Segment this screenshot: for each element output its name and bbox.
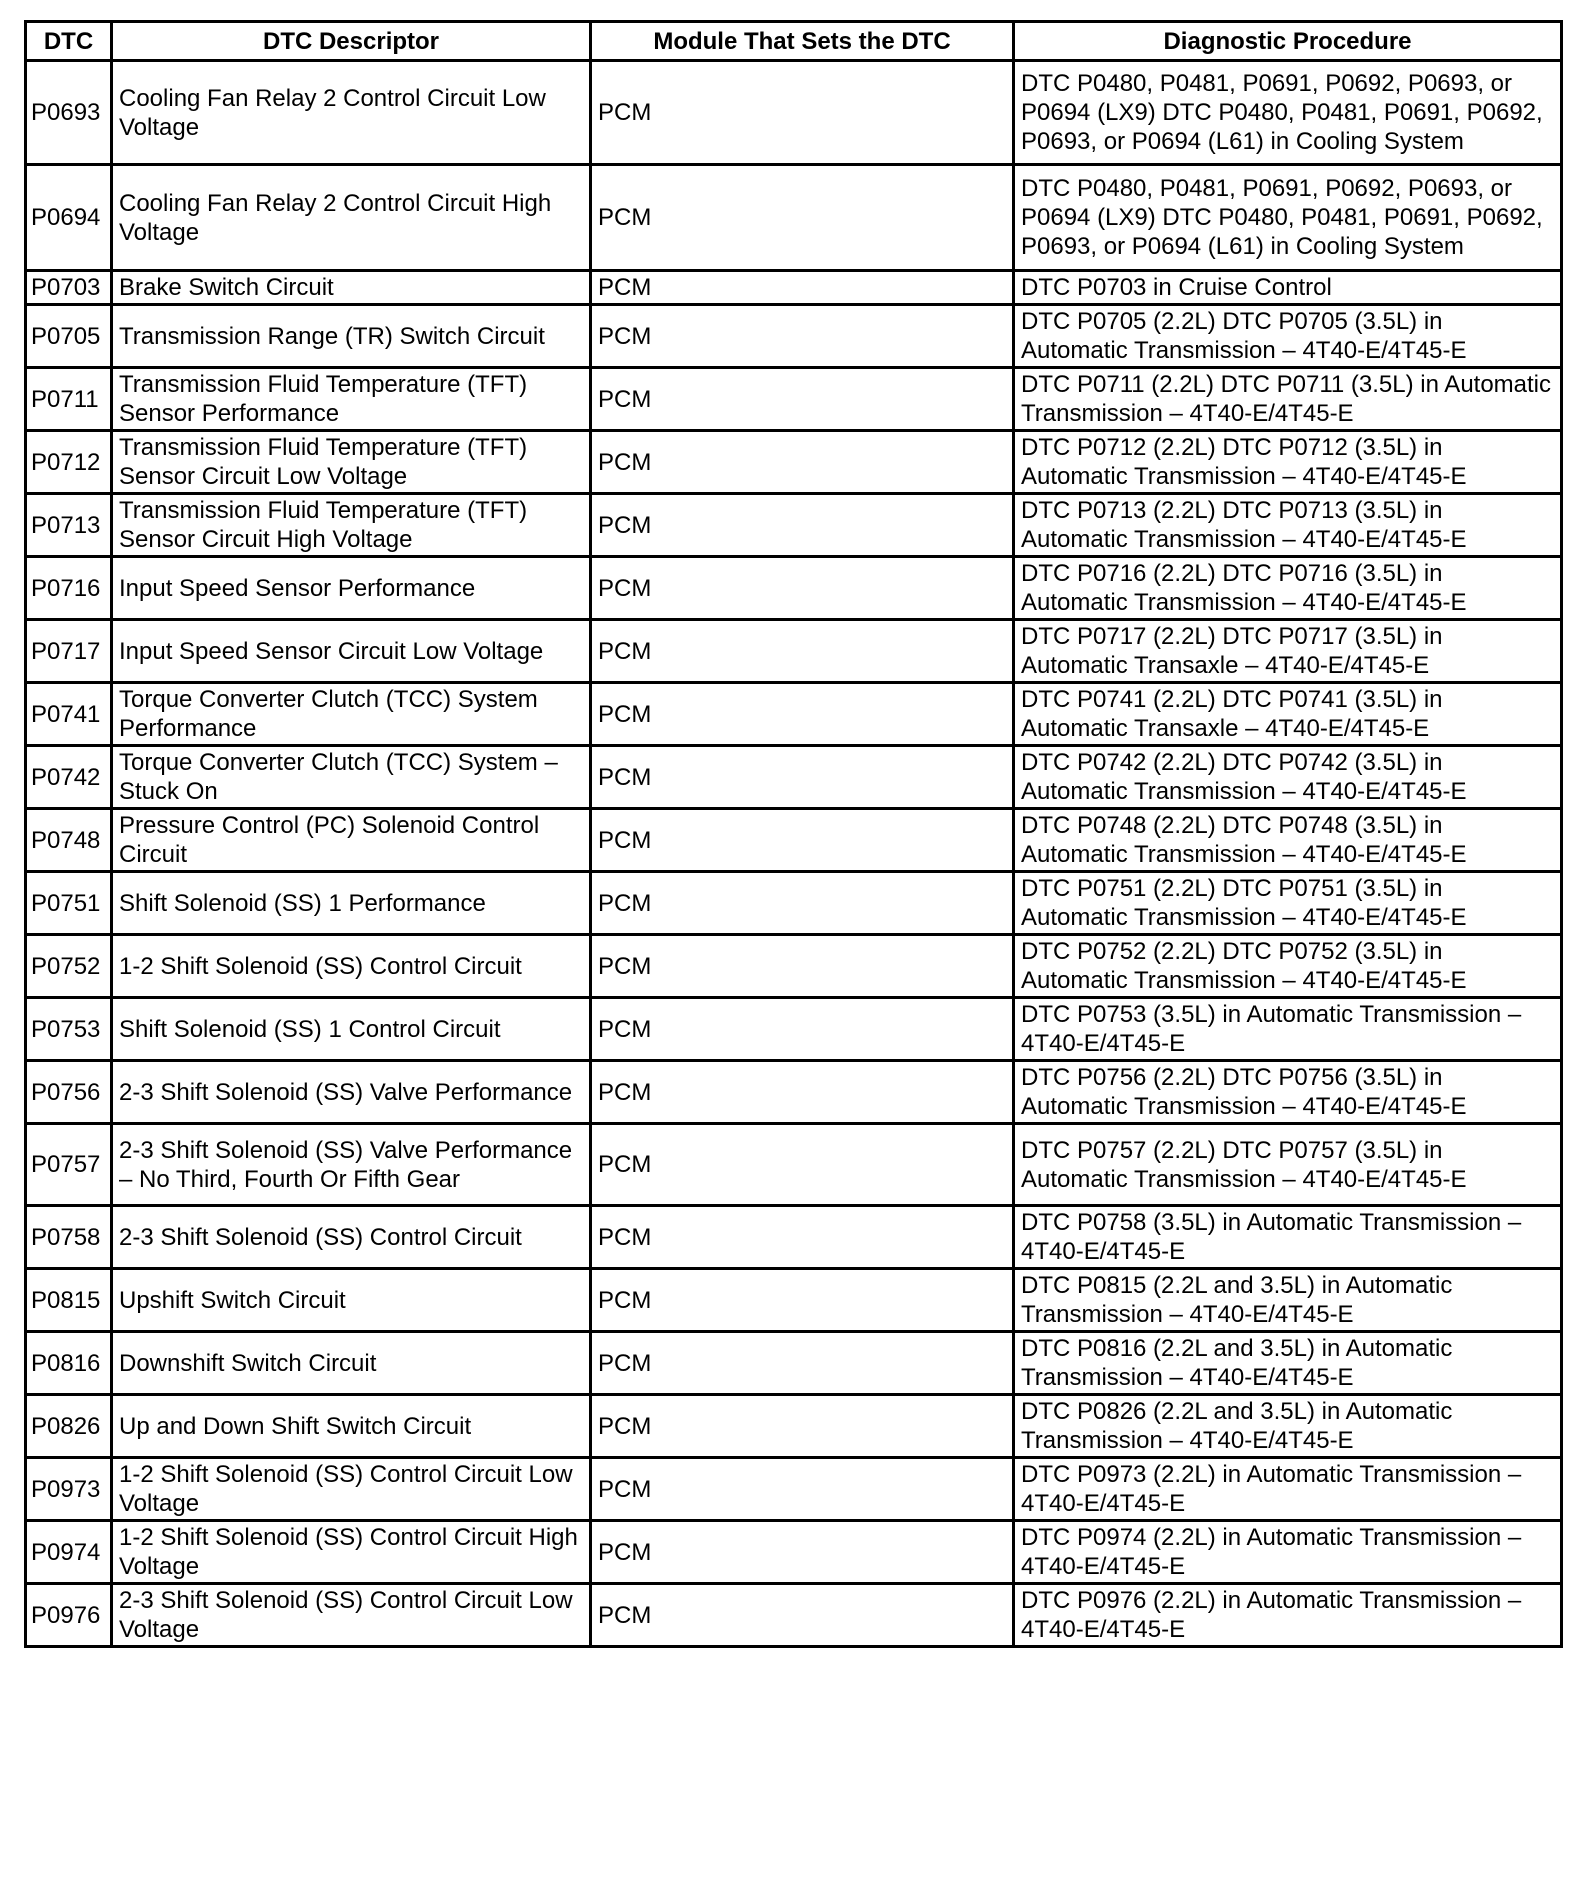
dtc-code-cell: P0705 — [26, 305, 112, 368]
dtc-code-cell: P0712 — [26, 431, 112, 494]
module-cell: PCM — [591, 809, 1014, 872]
diagnostic-procedure-cell: DTC P0753 (3.5L) in Automatic Transmission – 4T40-E/4T45-E — [1014, 998, 1562, 1061]
dtc-descriptor-cell: Torque Converter Clutch (TCC) System Performance — [112, 683, 591, 746]
dtc-code-cell: P0815 — [26, 1269, 112, 1332]
dtc-code-cell: P0756 — [26, 1061, 112, 1124]
dtc-descriptor-cell: 2-3 Shift Solenoid (SS) Control Circuit — [112, 1206, 591, 1269]
table-row — [26, 61, 1562, 165]
module-cell: PCM — [591, 1206, 1014, 1269]
diagnostic-procedure-cell: DTC P0480, P0481, P0691, P0692, P0693, or P0694 (LX9) DTC P0480, P0481, P0691, P0692, P0693, or P0694 (L61) in Cooling System — [1014, 165, 1562, 271]
table-row — [26, 557, 1562, 620]
dtc-table — [24, 20, 1563, 1648]
table-row — [26, 998, 1562, 1061]
dtc-descriptor-cell: 2-3 Shift Solenoid (SS) Valve Performance – No Third, Fourth Or Fifth Gear — [112, 1124, 591, 1206]
dtc-descriptor-cell: 2-3 Shift Solenoid (SS) Control Circuit Low Voltage — [112, 1584, 591, 1647]
table-row — [26, 746, 1562, 809]
dtc-code-cell: P0826 — [26, 1395, 112, 1458]
module-cell: PCM — [591, 557, 1014, 620]
module-cell: PCM — [591, 305, 1014, 368]
dtc-code-cell: P0716 — [26, 557, 112, 620]
diagnostic-procedure-cell: DTC P0816 (2.2L and 3.5L) in Automatic Transmission – 4T40-E/4T45-E — [1014, 1332, 1562, 1395]
dtc-descriptor-cell: Input Speed Sensor Circuit Low Voltage — [112, 620, 591, 683]
diagnostic-procedure-cell: DTC P0752 (2.2L) DTC P0752 (3.5L) in Automatic Transmission – 4T40-E/4T45-E — [1014, 935, 1562, 998]
diagnostic-procedure-cell: DTC P0815 (2.2L and 3.5L) in Automatic Transmission – 4T40-E/4T45-E — [1014, 1269, 1562, 1332]
dtc-code-cell: P0694 — [26, 165, 112, 271]
header-module: Module That Sets the DTC — [591, 22, 1014, 61]
module-cell: PCM — [591, 431, 1014, 494]
module-cell: PCM — [591, 494, 1014, 557]
dtc-descriptor-cell: Pressure Control (PC) Solenoid Control Circuit — [112, 809, 591, 872]
module-cell: PCM — [591, 271, 1014, 305]
table-row — [26, 872, 1562, 935]
dtc-code-cell: P0741 — [26, 683, 112, 746]
module-cell: PCM — [591, 1124, 1014, 1206]
dtc-code-cell: P0711 — [26, 368, 112, 431]
diagnostic-procedure-cell: DTC P0717 (2.2L) DTC P0717 (3.5L) in Automatic Transaxle – 4T40-E/4T45-E — [1014, 620, 1562, 683]
diagnostic-procedure-cell: DTC P0711 (2.2L) DTC P0711 (3.5L) in Automatic Transmission – 4T40-E/4T45-E — [1014, 368, 1562, 431]
table-row — [26, 431, 1562, 494]
table-row — [26, 1521, 1562, 1584]
module-cell: PCM — [591, 1061, 1014, 1124]
dtc-code-cell: P0748 — [26, 809, 112, 872]
dtc-descriptor-cell: 1-2 Shift Solenoid (SS) Control Circuit — [112, 935, 591, 998]
dtc-descriptor-cell: Up and Down Shift Switch Circuit — [112, 1395, 591, 1458]
dtc-descriptor-cell: Transmission Fluid Temperature (TFT) Sensor Performance — [112, 368, 591, 431]
dtc-descriptor-cell: Transmission Fluid Temperature (TFT) Sensor Circuit High Voltage — [112, 494, 591, 557]
module-cell: PCM — [591, 872, 1014, 935]
dtc-code-cell: P0973 — [26, 1458, 112, 1521]
dtc-code-cell: P0816 — [26, 1332, 112, 1395]
diagnostic-procedure-cell: DTC P0480, P0481, P0691, P0692, P0693, or P0694 (LX9) DTC P0480, P0481, P0691, P0692, P0693, or P0694 (L61) in Cooling System — [1014, 61, 1562, 165]
module-cell: PCM — [591, 1521, 1014, 1584]
diagnostic-procedure-cell: DTC P0713 (2.2L) DTC P0713 (3.5L) in Automatic Transmission – 4T40-E/4T45-E — [1014, 494, 1562, 557]
dtc-descriptor-cell: Shift Solenoid (SS) 1 Performance — [112, 872, 591, 935]
diagnostic-procedure-cell: DTC P0974 (2.2L) in Automatic Transmission – 4T40-E/4T45-E — [1014, 1521, 1562, 1584]
table-row — [26, 305, 1562, 368]
module-cell: PCM — [591, 998, 1014, 1061]
dtc-code-cell: P0713 — [26, 494, 112, 557]
diagnostic-procedure-cell: DTC P0756 (2.2L) DTC P0756 (3.5L) in Automatic Transmission – 4T40-E/4T45-E — [1014, 1061, 1562, 1124]
dtc-code-cell: P0753 — [26, 998, 112, 1061]
table-row — [26, 494, 1562, 557]
header-dtc-descriptor: DTC Descriptor — [112, 22, 591, 61]
diagnostic-procedure-cell: DTC P0705 (2.2L) DTC P0705 (3.5L) in Automatic Transmission – 4T40-E/4T45-E — [1014, 305, 1562, 368]
dtc-code-cell: P0976 — [26, 1584, 112, 1647]
module-cell: PCM — [591, 1332, 1014, 1395]
dtc-descriptor-cell: Cooling Fan Relay 2 Control Circuit High Voltage — [112, 165, 591, 271]
table-row — [26, 809, 1562, 872]
diagnostic-procedure-cell: DTC P0703 in Cruise Control — [1014, 271, 1562, 305]
table-row — [26, 683, 1562, 746]
dtc-code-cell: P0693 — [26, 61, 112, 165]
dtc-descriptor-cell: 1-2 Shift Solenoid (SS) Control Circuit High Voltage — [112, 1521, 591, 1584]
dtc-descriptor-cell: 2-3 Shift Solenoid (SS) Valve Performance — [112, 1061, 591, 1124]
dtc-code-cell: P0717 — [26, 620, 112, 683]
header-dtc: DTC — [26, 22, 112, 61]
dtc-code-cell: P0752 — [26, 935, 112, 998]
dtc-descriptor-cell: Input Speed Sensor Performance — [112, 557, 591, 620]
module-cell: PCM — [591, 1458, 1014, 1521]
module-cell: PCM — [591, 165, 1014, 271]
diagnostic-procedure-cell: DTC P0976 (2.2L) in Automatic Transmission – 4T40-E/4T45-E — [1014, 1584, 1562, 1647]
table-header — [26, 22, 1562, 61]
dtc-code-cell: P0703 — [26, 271, 112, 305]
table-row — [26, 1206, 1562, 1269]
dtc-code-cell: P0757 — [26, 1124, 112, 1206]
module-cell: PCM — [591, 1395, 1014, 1458]
table-row — [26, 1458, 1562, 1521]
dtc-descriptor-cell: Brake Switch Circuit — [112, 271, 591, 305]
dtc-code-cell: P0742 — [26, 746, 112, 809]
diagnostic-procedure-cell: DTC P0742 (2.2L) DTC P0742 (3.5L) in Automatic Transmission – 4T40-E/4T45-E — [1014, 746, 1562, 809]
module-cell: PCM — [591, 620, 1014, 683]
diagnostic-procedure-cell: DTC P0973 (2.2L) in Automatic Transmission – 4T40-E/4T45-E — [1014, 1458, 1562, 1521]
table-row — [26, 620, 1562, 683]
diagnostic-procedure-cell: DTC P0716 (2.2L) DTC P0716 (3.5L) in Automatic Transmission – 4T40-E/4T45-E — [1014, 557, 1562, 620]
module-cell: PCM — [591, 368, 1014, 431]
dtc-descriptor-cell: Torque Converter Clutch (TCC) System – Stuck On — [112, 746, 591, 809]
table-row — [26, 271, 1562, 305]
table-row — [26, 1584, 1562, 1647]
table-row — [26, 1395, 1562, 1458]
table-row — [26, 368, 1562, 431]
diagnostic-procedure-cell: DTC P0712 (2.2L) DTC P0712 (3.5L) in Automatic Transmission – 4T40-E/4T45-E — [1014, 431, 1562, 494]
diagnostic-procedure-cell: DTC P0757 (2.2L) DTC P0757 (3.5L) in Automatic Transmission – 4T40-E/4T45-E — [1014, 1124, 1562, 1206]
table-row — [26, 1269, 1562, 1332]
diagnostic-procedure-cell: DTC P0758 (3.5L) in Automatic Transmission – 4T40-E/4T45-E — [1014, 1206, 1562, 1269]
diagnostic-procedure-cell: DTC P0826 (2.2L and 3.5L) in Automatic Transmission – 4T40-E/4T45-E — [1014, 1395, 1562, 1458]
module-cell: PCM — [591, 1269, 1014, 1332]
dtc-descriptor-cell: Shift Solenoid (SS) 1 Control Circuit — [112, 998, 591, 1061]
module-cell: PCM — [591, 1584, 1014, 1647]
module-cell: PCM — [591, 61, 1014, 165]
header-diagnostic-procedure: Diagnostic Procedure — [1014, 22, 1562, 61]
diagnostic-procedure-cell: DTC P0741 (2.2L) DTC P0741 (3.5L) in Automatic Transaxle – 4T40-E/4T45-E — [1014, 683, 1562, 746]
dtc-descriptor-cell: Cooling Fan Relay 2 Control Circuit Low Voltage — [112, 61, 591, 165]
header-row — [26, 22, 1562, 61]
diagnostic-procedure-cell: DTC P0748 (2.2L) DTC P0748 (3.5L) in Automatic Transmission – 4T40-E/4T45-E — [1014, 809, 1562, 872]
module-cell: PCM — [591, 746, 1014, 809]
dtc-descriptor-cell: Upshift Switch Circuit — [112, 1269, 591, 1332]
dtc-descriptor-cell: Transmission Fluid Temperature (TFT) Sensor Circuit Low Voltage — [112, 431, 591, 494]
table-body — [26, 61, 1562, 1647]
module-cell: PCM — [591, 683, 1014, 746]
dtc-code-cell: P0751 — [26, 872, 112, 935]
table-row — [26, 165, 1562, 271]
module-cell: PCM — [591, 935, 1014, 998]
dtc-descriptor-cell: Transmission Range (TR) Switch Circuit — [112, 305, 591, 368]
dtc-descriptor-cell: 1-2 Shift Solenoid (SS) Control Circuit Low Voltage — [112, 1458, 591, 1521]
table-row — [26, 1332, 1562, 1395]
table-row — [26, 935, 1562, 998]
dtc-descriptor-cell: Downshift Switch Circuit — [112, 1332, 591, 1395]
table-row — [26, 1061, 1562, 1124]
dtc-code-cell: P0974 — [26, 1521, 112, 1584]
diagnostic-procedure-cell: DTC P0751 (2.2L) DTC P0751 (3.5L) in Automatic Transmission – 4T40-E/4T45-E — [1014, 872, 1562, 935]
dtc-code-cell: P0758 — [26, 1206, 112, 1269]
table-row — [26, 1124, 1562, 1206]
